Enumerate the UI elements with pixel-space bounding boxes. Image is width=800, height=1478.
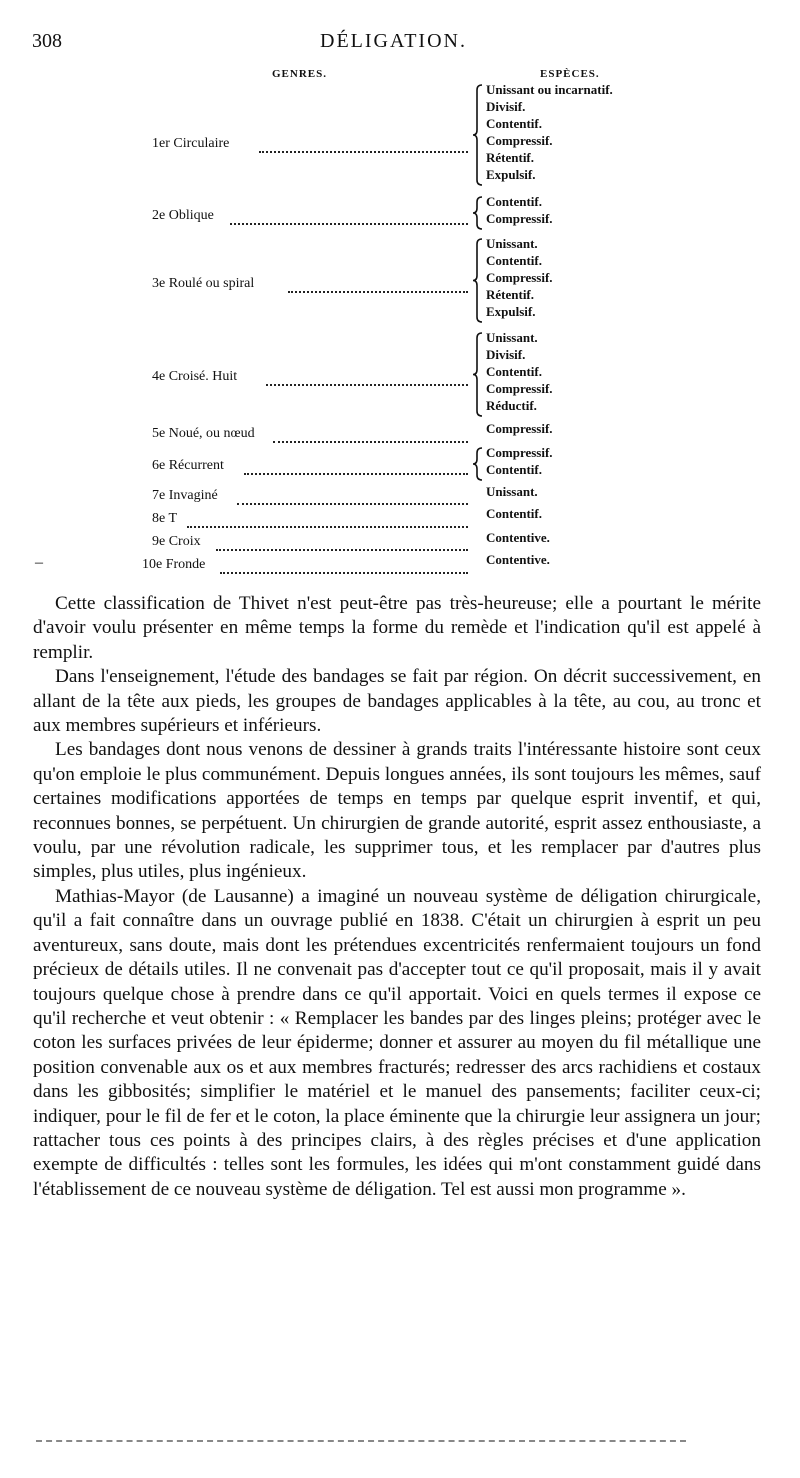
genre-label: 7e Invaginé (152, 488, 218, 503)
espece-label: Expulsif. (486, 304, 536, 319)
dot-leader (244, 459, 468, 475)
espece-label: Contentif. (486, 116, 542, 131)
espece-label: Contentive. (486, 530, 550, 545)
genre-label: 1er Circulaire (152, 136, 230, 151)
dot-leader (288, 277, 468, 293)
espece-label: Unissant ou incarnatif. (486, 82, 613, 97)
dot-leader (259, 137, 468, 153)
espece-label: Contentif. (486, 253, 542, 268)
espece-label: Divisif. (486, 99, 526, 114)
page-number: 308 (32, 30, 62, 52)
espece-label: Unissant. (486, 484, 538, 499)
espece-label: Contentive. (486, 552, 550, 567)
genre-label: 10e Fronde (142, 557, 206, 572)
espece-label: Contentif. (486, 194, 542, 209)
espece-label: Compressif. (486, 133, 553, 148)
footer-rule (36, 1440, 686, 1442)
espece-label: Contentif. (486, 364, 542, 379)
column-header-especes: ESPÈCES. (540, 68, 600, 80)
espece-label: Divisif. (486, 347, 526, 362)
espece-label: Compressif. (486, 381, 553, 396)
brace-icon (472, 332, 484, 417)
genre-label: 4e Croisé. Huit (152, 369, 238, 384)
paragraph: Cette classification de Thivet n'est peut-être pas très-heureuse; elle a pourtant le mérite d'avoir voulu présenter en même temps la forme du remède et l'indication qu'il est appelé à remplir. (33, 593, 761, 663)
espece-label: Compressif. (486, 270, 553, 285)
espece-label: Expulsif. (486, 167, 536, 182)
espece-label: Réductif. (486, 398, 537, 413)
dot-leader (237, 489, 468, 505)
brace-icon (472, 447, 484, 481)
brace-icon (472, 238, 484, 323)
espece-label: Rétentif. (486, 150, 535, 165)
espece-label: Contentif. (486, 462, 542, 477)
genre-label: 2e Oblique (152, 208, 214, 223)
paragraph: Mathias-Mayor (de Lausanne) a imaginé un nouveau système de déligation chirurgicale, qu'il a fait connaître dans un ouvrage publié en 1838. C'était un chirurgien à esprit un peu aventureux, sans doute, mais dont les prétendues excentricités renfermaient toujours un fond précieux de détails utiles. Il ne convenait pas d'accepter tout ce qu'il proposait, mais il y avait toujours quelque chose à prendre dans ce qu'il apportait. Voici en quels termes il expose ce qu'il recherche et veut obtenir : « Remplacer les bandes par des linges pleins; protéger avec le coton les surfaces privées de leur épiderme; donner et assurer au moyen du fil métallique une position convenable aux os et aux membres fracturés; redresser des arcs rachidiens et costaux dans les gibbosités; simplifier le matériel et le manuel des pansements; faciliter ceux-ci; indiquer, pour le fil de fer et le coton, la place éminente que la chirurgie leur assignera un jour; rattacher tous ces points à des principes clairs, à des règles précises et d'une application exempte de difficultés : telles sont les formules, les idées qui m'ont constamment guidé dans l'établissement de ce nouveau système de déligation. Tel est aussi mon programme ». (33, 885, 761, 1200)
espece-label: Contentif. (486, 506, 542, 521)
espece-label: Compressif. (486, 211, 553, 226)
genre-label: 3e Roulé ou spiral (152, 276, 255, 291)
brace-icon (472, 84, 484, 186)
dot-leader (187, 512, 468, 528)
margin-mark: – (35, 554, 43, 571)
body-text (33, 592, 761, 1202)
dot-leader (216, 535, 468, 551)
espece-label: Unissant. (486, 330, 538, 345)
column-header-genres: GENRES. (272, 68, 327, 80)
espece-label: Rétentif. (486, 287, 535, 302)
genre-label: 9e Croix (152, 534, 201, 549)
paragraph: Dans l'enseignement, l'étude des bandages se fait par région. On décrit successivement, en allant de la tête aux pieds, les groupes de bandages applicables à la tête, au cou, au tronc et aux membres supérieurs et inférieurs. (33, 666, 761, 737)
genre-label: 8e T (152, 511, 178, 526)
dot-leader (273, 427, 468, 443)
running-title: DÉLIGATION. (320, 30, 467, 52)
brace-icon (472, 196, 484, 230)
espece-label: Compressif. (486, 421, 553, 436)
dot-leader (220, 558, 468, 574)
espece-label: Unissant. (486, 236, 538, 251)
genre-label: 6e Récurrent (152, 458, 224, 473)
espece-label: Compressif. (486, 445, 553, 460)
dot-leader (266, 370, 468, 386)
paragraph: Les bandages dont nous venons de dessiner à grands traits l'intéressante histoire sont ceux qu'on emploie le plus communément. Depuis longues années, ils sont toujours les mêmes, sauf certaines modifications apportées de temps en temps par quelque esprit inventif, et qui, reconnues bonnes, se perpétuent. Un chirurgien de grande autorité, esprit assez enthousiaste, a voulu, par une révolution radicale, les supprimer tous, et les remplacer par d'autres plus simples, plus utiles, plus ingénieux. (33, 739, 761, 883)
dot-leader (230, 209, 468, 225)
genre-label: 5e Noué, ou nœud (152, 426, 255, 441)
